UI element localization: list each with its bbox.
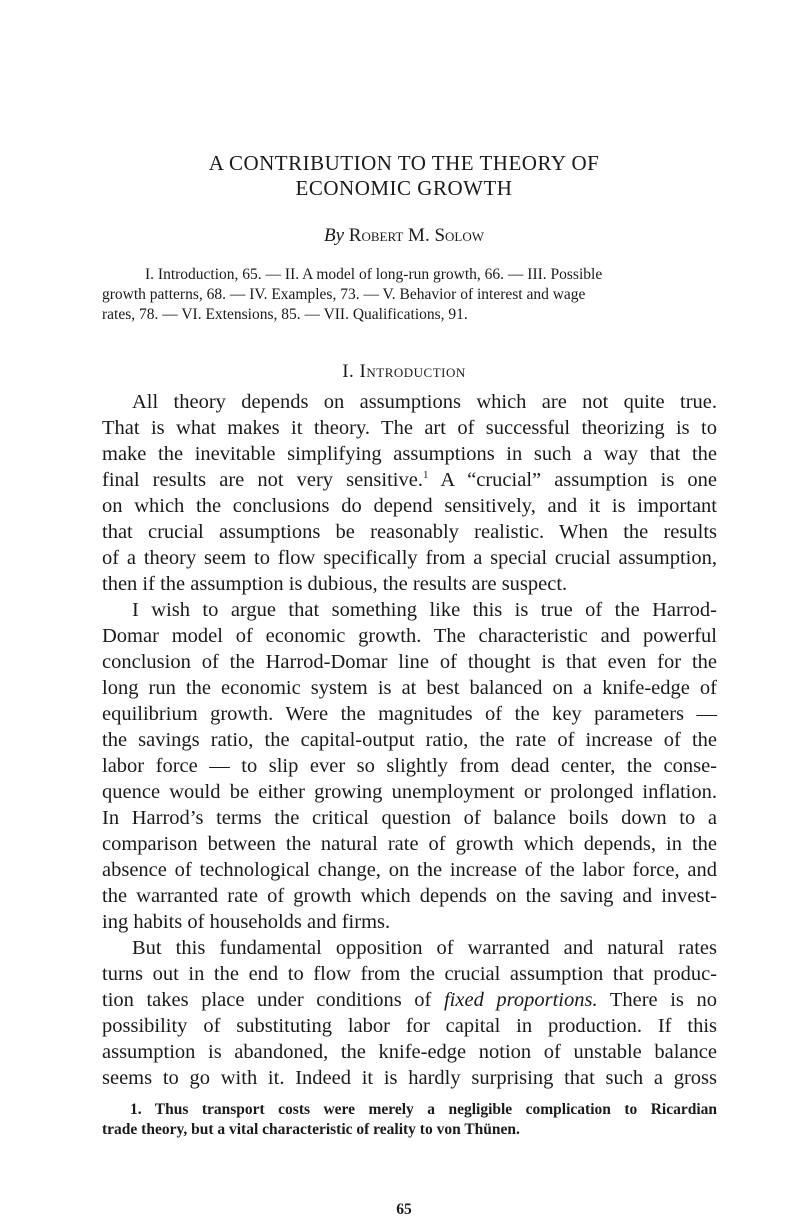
body-line: quence would be either growing unemployment or prolonged inflation.: [102, 781, 717, 803]
body-text-span: tion takes place under conditions of: [102, 989, 444, 1011]
body-line: comparison between the natural rate of growth which depends, in the: [102, 833, 717, 855]
body-line: [102, 987, 717, 1013]
body-text-span: final results are not very sensitive.: [102, 469, 423, 491]
body-line: turns out in the end to flow from the crucial assumption that produc-: [102, 963, 717, 985]
byline-prefix: By: [324, 225, 345, 246]
contents-line-1: I. Introduction, 65. — II. A model of long-run growth, 66. — III. Possible: [145, 266, 603, 283]
body-line: labor force — to slip ever so slightly from dead center, the conse-: [102, 755, 717, 777]
body-line: on which the conclusions do depend sensitively, and it is important: [102, 495, 717, 517]
contents-line-2: growth patterns, 68. — IV. Examples, 73. — V. Behavior of interest and wage: [102, 286, 586, 303]
body-line: equilibrium growth. Were the magnitudes of the key parameters —: [102, 703, 717, 725]
body-line: seems to go with it. Indeed it is hardly surprising that such a gross: [102, 1067, 717, 1089]
contents-line-3: rates, 78. — VI. Extensions, 85. — VII. Qualifications, 91.: [102, 306, 468, 323]
body-line: make the inevitable simplifying assumptions in such a way that the: [102, 443, 717, 465]
author-name: Robert M. Solow: [348, 225, 484, 246]
article-title-line-2: ECONOMIC GROWTH: [295, 176, 513, 200]
page-number: 65: [396, 1201, 412, 1218]
body-line: possibility of substituting labor for capital in production. If this: [102, 1015, 717, 1037]
body-line: conclusion of the Harrod-Domar line of thought is that even for the: [102, 651, 717, 673]
footnote-marker: 1: [422, 469, 429, 481]
body-line: All theory depends on assumptions which are not quite true.: [132, 391, 717, 413]
body-line: That is what makes it theory. The art of successful theorizing is to: [102, 417, 717, 439]
emphasis-text: fixed proportions.: [443, 989, 598, 1011]
body-line: absence of technological change, on the increase of the labor force, and: [102, 859, 717, 881]
body-line: the warranted rate of growth which depends on the saving and invest-: [102, 885, 717, 907]
body-line: I wish to argue that something like this is true of the Harrod-: [132, 599, 717, 621]
body-text-span: There is no: [597, 989, 717, 1011]
article-title-line-1: A CONTRIBUTION TO THE THEORY OF: [208, 151, 600, 175]
body-line: assumption is abandoned, the knife-edge notion of unstable balance: [102, 1041, 717, 1063]
section-heading: I. Introduction: [342, 361, 466, 382]
body-line: Domar model of economic growth. The characteristic and powerful: [102, 625, 717, 647]
byline: [0, 224, 808, 248]
body-text-span: A “crucial” assumption is one: [428, 469, 717, 491]
body-line: then if the assumption is dubious, the results are suspect.: [102, 573, 568, 595]
body-line: of a theory seem to flow specifically from a special crucial assumption,: [102, 547, 717, 569]
body-line: ing habits of households and firms.: [102, 911, 391, 933]
footnote-line: 1. Thus transport costs were merely a negligible complication to Ricardian: [130, 1101, 717, 1118]
body-line: But this fundamental opposition of warranted and natural rates: [132, 937, 717, 959]
body-line: long run the economic system is at best balanced on a knife-edge of: [102, 677, 717, 699]
body-line: that crucial assumptions be reasonably realistic. When the results: [102, 521, 717, 543]
body-line: [102, 467, 717, 493]
body-line: the savings ratio, the capital-output ratio, the rate of increase of the: [102, 729, 717, 751]
footnote-line: trade theory, but a vital characteristic of reality to von Thünen.: [102, 1121, 520, 1138]
body-line: In Harrod’s terms the critical question of balance boils down to a: [102, 807, 717, 829]
